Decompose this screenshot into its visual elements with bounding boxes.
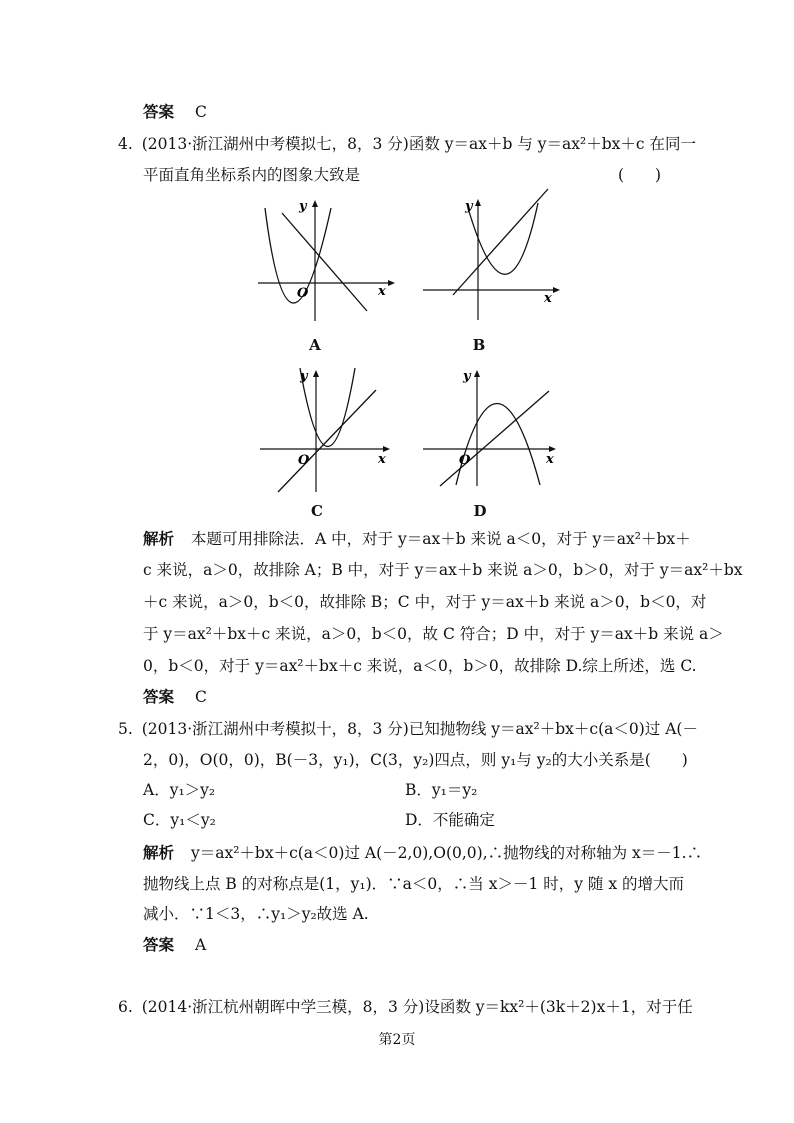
option-b: B．y₁＝y₂ <box>405 781 478 799</box>
x-axis-arrow <box>388 280 395 286</box>
question-number: 4. <box>118 135 133 153</box>
question-text: (2013·浙江湖州中考模拟十，8，3 分)已知抛物线 y＝ax²＋bx＋c(a＜0)过 A(－ <box>141 720 698 738</box>
y-axis-arrow <box>475 199 481 206</box>
question-4-line2: 平面直角坐标系内的图象大致是 <box>143 166 361 184</box>
question-4-line1 <box>118 137 696 153</box>
question-5-line1 <box>118 722 698 738</box>
analysis-text: y＝ax²＋bx＋c(a＜0)过 A(－2,0),O(0,0),∴抛物线的对称轴为 x＝－1.∴ <box>190 844 703 862</box>
question-text: (2013·浙江湖州中考模拟七，8，3 分)函数 y＝ax＋b 与 y＝ax²＋bx＋c 在同一 <box>141 135 697 153</box>
origin-label: O <box>459 453 471 468</box>
answer-label: 答案 <box>143 935 175 954</box>
parabola <box>456 404 540 486</box>
x-axis-label: x <box>378 284 386 299</box>
q4-analysis-line-1 <box>143 531 691 548</box>
answer-value: C <box>194 688 207 706</box>
graph-b-label: B <box>472 336 486 354</box>
q5-analysis-line-1 <box>143 845 702 862</box>
question-6-line1 <box>118 1000 693 1016</box>
answer-4 <box>143 689 207 706</box>
answer-label: 答案 <box>143 687 175 706</box>
x-axis-arrow <box>553 287 560 293</box>
y-axis-label: y <box>299 199 307 214</box>
graph-b <box>420 188 560 323</box>
origin-label: O <box>297 286 309 301</box>
y-axis-arrow <box>312 200 318 207</box>
option-d: D．不能确定 <box>405 811 495 829</box>
q4-analysis-line-2: c 来说，a＞0，故排除 A；B 中，对于 y＝ax＋b 来说 a＞0，b＞0，对于 y＝ax²＋bx <box>143 561 743 579</box>
answer-value: A <box>194 936 207 954</box>
straight-line <box>440 391 549 486</box>
question-number: 5. <box>118 720 133 738</box>
y-axis-arrow <box>474 370 480 377</box>
answer-5 <box>143 937 206 954</box>
option-a: A．y₁＞y₂ <box>143 781 216 799</box>
answer-3 <box>143 104 207 121</box>
y-axis-label: y <box>463 369 471 384</box>
y-axis-arrow <box>313 370 319 377</box>
q4-analysis-line-5: 0，b＜0，对于 y＝ax²＋bx＋c 来说，a＜0，b＞0，故排除 D.综上所述，选 C. <box>143 657 697 675</box>
question-number: 6. <box>118 998 133 1016</box>
analysis-label: 解析 <box>143 529 175 548</box>
page-number: 第2页 <box>378 1032 416 1048</box>
graph-c <box>258 368 393 493</box>
answer-paren: ( ) <box>618 166 662 184</box>
graph-a <box>255 198 395 323</box>
x-axis-label: x <box>546 452 554 467</box>
parabola <box>300 368 355 447</box>
analysis-text: 本题可用排除法．A 中，对于 y＝ax＋b 来说 a＜0，对于 y＝ax²＋bx＋ <box>190 530 691 548</box>
y-axis-label: y <box>300 369 308 384</box>
straight-line <box>278 390 376 492</box>
x-axis-label: x <box>378 452 386 467</box>
graph-c-label: C <box>311 502 323 520</box>
q5-analysis-line-3: 减小．∵1＜3，∴y₁＞y₂故选 A. <box>143 905 369 923</box>
answer-value: C <box>194 103 207 121</box>
question-text: (2014·浙江杭州朝晖中学三模，8，3 分)设函数 y＝kx²＋(3k＋2)x＋1，对于任 <box>141 998 693 1016</box>
graph-d <box>420 368 560 488</box>
option-c: C．y₁＜y₂ <box>143 811 216 829</box>
q4-analysis-line-3: ＋c 来说，a＞0，b＜0，故排除 B；C 中，对于 y＝ax＋b 来说 a＞0，b＜0，对 <box>143 593 707 611</box>
graph-d-label: D <box>473 502 487 520</box>
x-axis-label: x <box>544 291 552 306</box>
analysis-label: 解析 <box>143 843 175 862</box>
q4-analysis-line-4: 于 y＝ax²＋bx＋c 来说，a＞0，b＜0，故 C 符合；D 中，对于 y＝ax＋b 来说 a＞ <box>143 625 724 643</box>
straight-line <box>282 213 367 311</box>
graph-a-label: A <box>309 336 321 354</box>
q5-analysis-line-2: 抛物线上点 B 的对称点是(1，y₁)．∵a＜0，∴当 x＞－1 时，y 随 x 的增大而 <box>143 875 685 893</box>
answer-label: 答案 <box>143 102 175 121</box>
origin-label: O <box>298 453 310 468</box>
question-5-line2: 2，0)，O(0，0)，B(－3，y₁)，C(3，y₂)四点，则 y₁与 y₂的大小关系是( ) <box>143 751 688 769</box>
y-axis-label: y <box>465 199 473 214</box>
